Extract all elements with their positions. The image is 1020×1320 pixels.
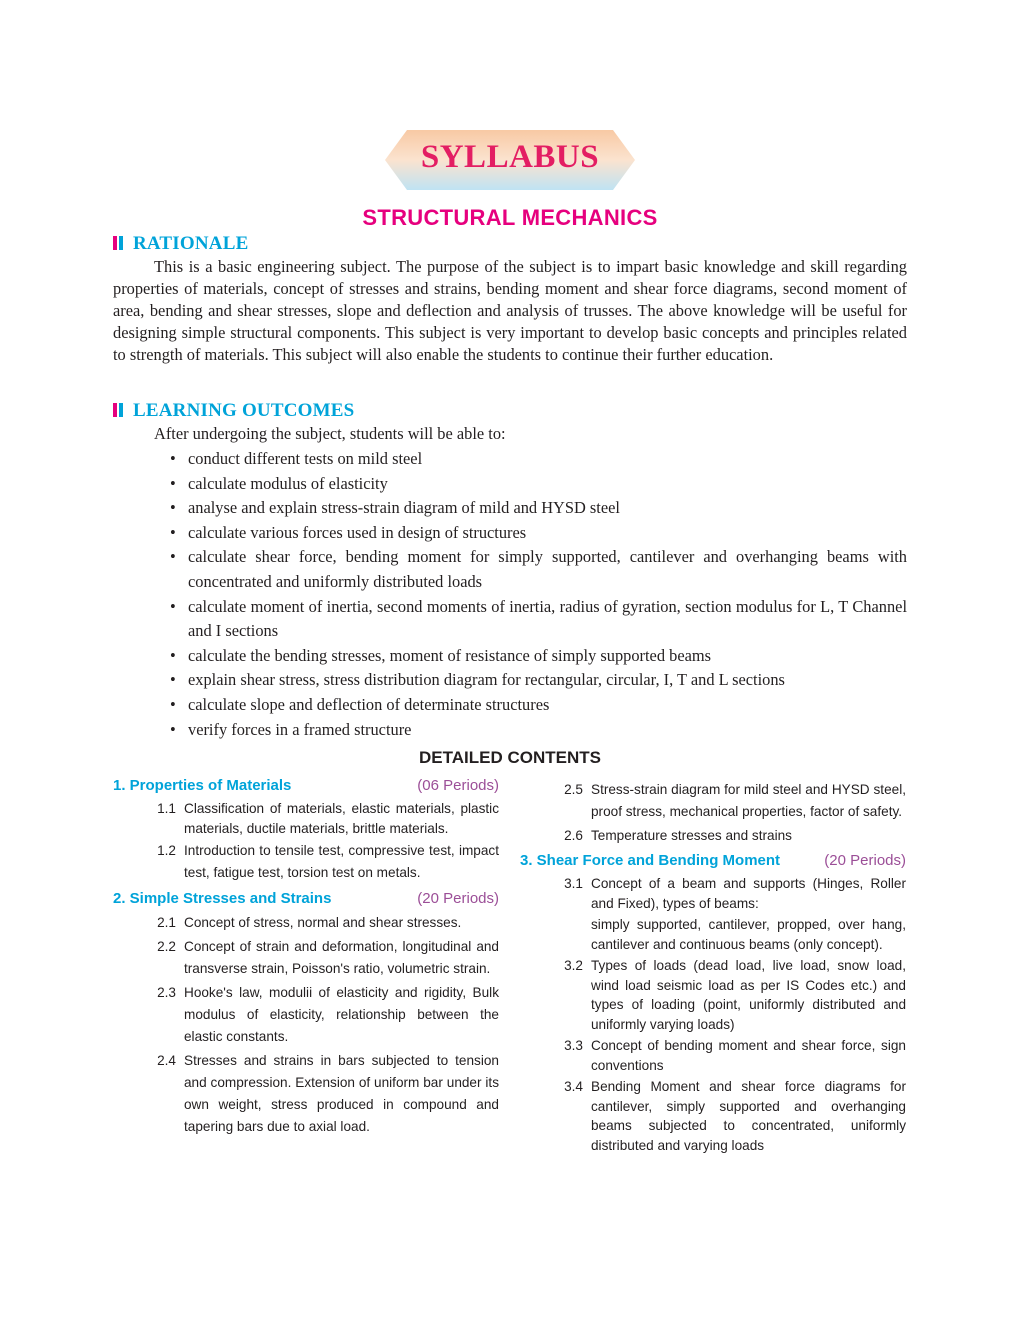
topic-number: 2.4 [157,1053,176,1068]
list-item: • calculate slope and deflection of determinate structures [160,693,907,718]
topic-item [113,1050,499,1138]
rationale-heading-text: RATIONALE [133,233,249,254]
topic-item [520,1077,906,1155]
rationale-paragraph [113,256,907,366]
heading-marker-icon [119,236,123,250]
bullet-icon: • [170,670,176,690]
unit-title: 1. Properties of Materials [113,777,292,794]
list-item: • calculate moment of inertia, second moments of inertia, radius of gyration, section modulus for L, T Channel and I sections [170,596,907,641]
topic-number: 1.1 [157,801,176,816]
list-item: • calculate the bending stresses, moment of resistance of simply supported beams [160,644,907,669]
bullet-icon: • [170,522,176,542]
bullet-icon: • [170,596,176,616]
topic-number: 2.1 [157,915,176,930]
outcomes-heading-text: LEARNING OUTCOMES [133,400,355,421]
list-item: • analyse and explain stress-strain diagram of mild and HYSD steel [160,496,907,521]
topic-number: 3.3 [564,1038,583,1053]
topic-number: 2.5 [564,782,583,797]
topic-item [520,874,906,954]
topic-text: Concept of stress, normal and shear stresses. [184,915,462,930]
topic-text: Types of loads (dead load, live load, snow load, wind load seismic load as per IS Codes etc.) and types of loading (point, uniformly distributed and uniformly varying loads) [591,958,906,1032]
contents-right-column [520,777,906,1155]
subject-title: STRUCTURAL MECHANICS [362,205,658,230]
topic-text: Classification of materials, elastic materials, plastic materials, ductile materials, brittle materials. [184,801,499,836]
unit-periods: (06 Periods) [417,777,499,794]
list-item: • calculate modulus of elasticity [160,472,907,497]
heading-marker-icon [113,236,117,250]
bullet-icon: • [170,547,176,567]
topic-text: Concept of strain and deformation, longitudinal and transverse strain, Poisson's ratio, volumetric strain. [184,939,499,976]
topic-text: Concept of a beam and supports (Hinges, Roller and Fixed), types of beams: [591,876,906,911]
rationale-text: This is a basic engineering subject. The purpose of the subject is to impart basic knowledge and skill regarding properties of materials, concept of stresses and strains, bending moment and shear force diagrams, second moment of area, bending and shear stresses, slope and deflection and analysis of trusses. The above knowledge will be useful for designing simple structural components. This subject is very important to develop basic concepts and principles related to strength of materials. This subject will also enable the students to continue their further education. [113,257,907,364]
unit-heading [520,850,906,872]
bullet-icon: • [170,473,176,493]
topic-text: Stress-strain diagram for mild steel and HYSD steel, proof stress, mechanical properties, factor of safety. [591,782,906,819]
topic-item [113,799,499,838]
bullet-icon: • [170,694,176,714]
unit-periods: (20 Periods) [824,852,906,869]
rationale-heading [113,233,248,255]
bullet-icon: • [170,449,176,468]
bullet-icon: • [170,719,176,739]
unit-title: 2. Simple Stresses and Strains [113,890,332,907]
list-item: • calculate shear force, bending moment for simply supported, cantilever and overhanging beams with concentrated and uniformly distributed loads [170,547,907,591]
list-item: • verify forces in a framed structure [160,718,907,743]
topic-number: 2.2 [157,939,176,954]
topic-item [520,825,906,847]
topic-number: 1.2 [157,843,176,858]
unit-heading [113,888,499,910]
topic-number: 2.3 [157,985,176,1000]
bullet-icon: • [170,498,176,518]
topic-text: Stresses and strains in bars subjected to tension and compression. Extension of uniform bar under its own weight, stress produced in compound and tapering bars due to axial load. [184,1053,499,1134]
topic-item [520,1036,906,1075]
topic-item [520,779,906,823]
topic-text: Introduction to tensile test, compressive test, impact test, fatigue test, torsion test on metals. [184,843,499,880]
topic-item [113,936,499,980]
topic-text-continued: simply supported, cantilever, propped, over hang, cantilever and continuous beams (only concept). [591,917,906,952]
outcomes-heading [113,400,354,422]
unit-periods: (20 Periods) [417,890,499,907]
topic-number: 3.1 [564,876,583,891]
syllabus-banner [385,130,635,190]
bullet-icon: • [170,645,176,665]
list-item: • conduct different tests on mild steel [160,447,907,472]
banner-title: SYLLABUS [420,139,600,175]
unit-title: 3. Shear Force and Bending Moment [520,852,781,869]
detailed-contents-heading: DETAILED CONTENTS [419,748,601,767]
topic-number: 3.4 [564,1079,583,1094]
topic-text: Temperature stresses and strains [591,828,792,843]
outcomes-intro: After undergoing the subject, students will be able to: [154,424,506,443]
topic-text: Bending Moment and shear force diagrams for cantilever, simply supported and overhanging beams subjected to concentrated, uniformly distributed and varying loads [591,1079,906,1153]
topic-text: Concept of bending moment and shear force, sign conventions [591,1038,906,1073]
outcomes-list [160,447,907,742]
topic-item [113,912,499,934]
topic-number: 2.6 [564,828,583,843]
heading-marker-icon [113,403,117,417]
list-item: • explain shear stress, stress distribution diagram for rectangular, circular, I, T and L sections [160,668,907,693]
unit-heading [113,775,499,797]
topic-item [113,982,499,1048]
topic-text: Hooke's law, modulii of elasticity and rigidity, Bulk modulus of elasticity, relationship between the elastic constants. [184,985,499,1044]
heading-marker-icon [119,403,123,417]
topic-number: 3.2 [564,958,583,973]
topic-item [113,840,499,884]
topic-item [520,956,906,1034]
contents-left-column [113,775,499,1138]
list-item: • calculate various forces used in design of structures [160,521,907,546]
